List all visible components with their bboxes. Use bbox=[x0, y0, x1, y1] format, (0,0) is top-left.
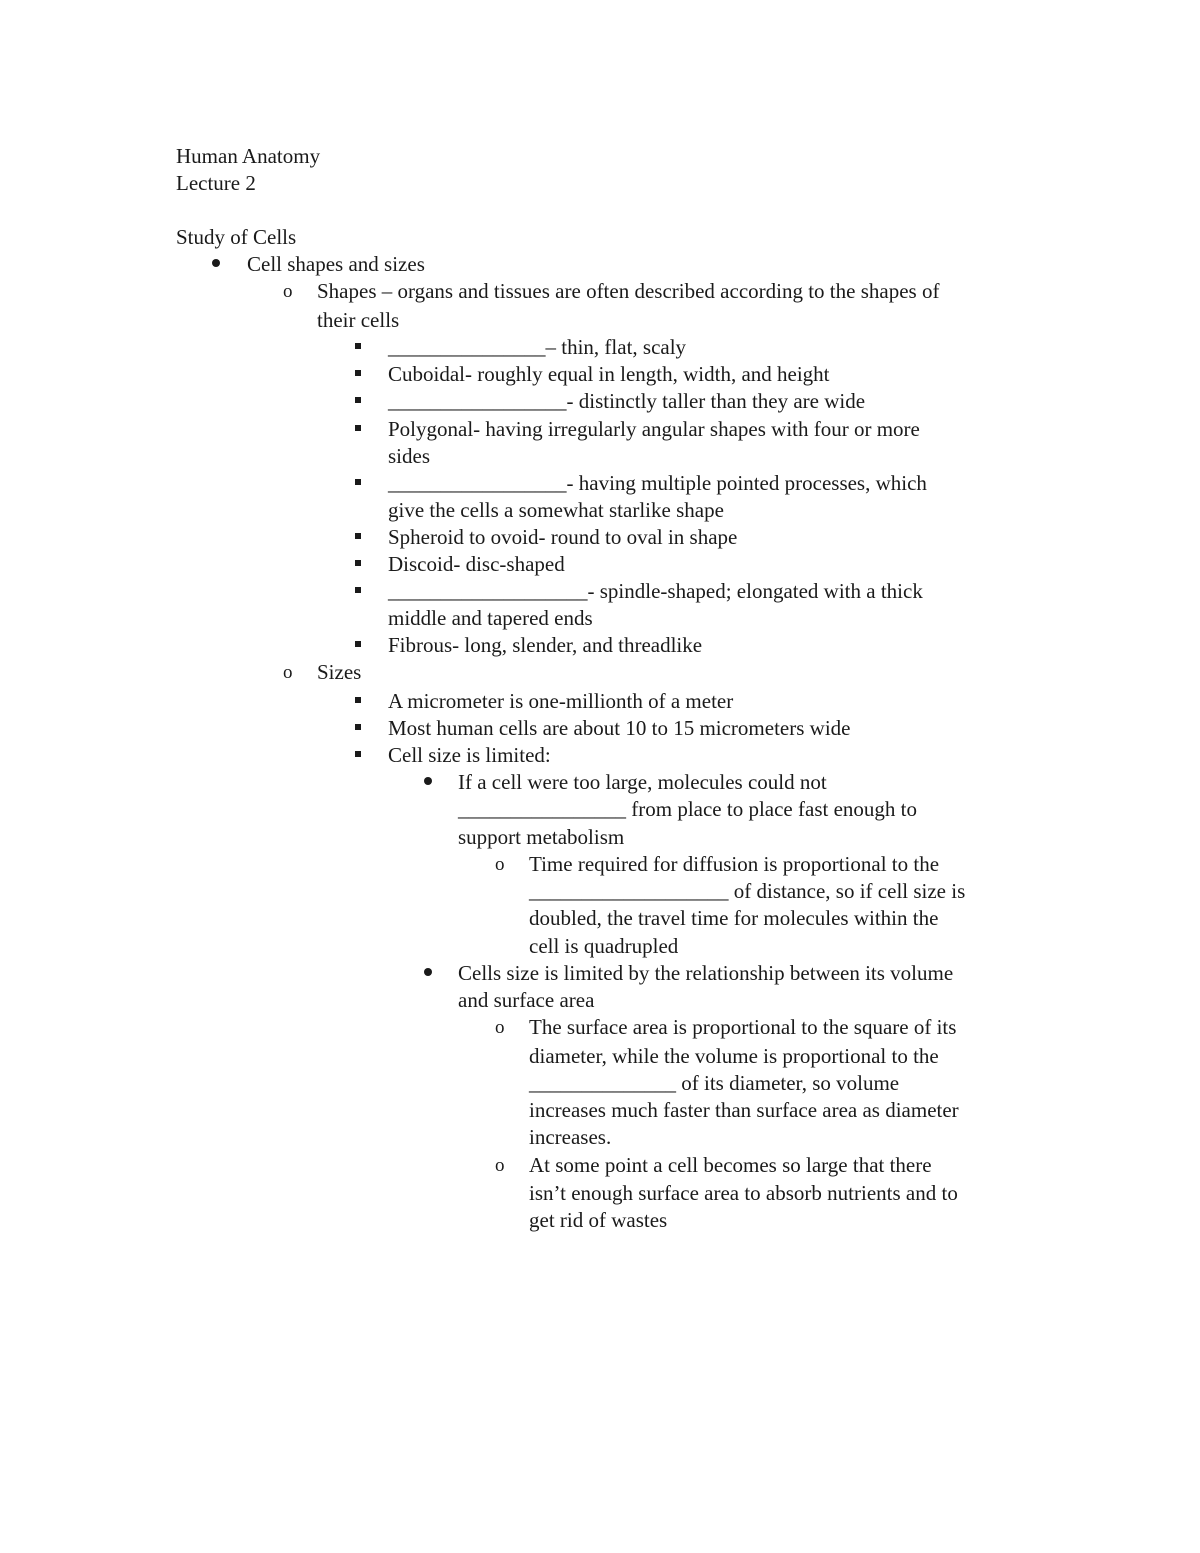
section-heading: Study of Cells bbox=[176, 225, 297, 249]
bullet-circle-icon: o bbox=[495, 854, 505, 875]
sizes-label: Sizes bbox=[317, 660, 362, 684]
bullet-square-icon bbox=[355, 370, 361, 376]
shape-item: _________________- distinctly taller than they are wide bbox=[388, 389, 866, 413]
shape-item-continued: give the cells a somewhat starlike shape bbox=[388, 498, 724, 522]
shape-item: Polygonal- having irregularly angular shapes with four or more bbox=[388, 417, 920, 441]
bullet-circle-icon: o bbox=[283, 662, 293, 683]
limit-item-continued: and surface area bbox=[458, 988, 595, 1012]
document-subtitle: Lecture 2 bbox=[176, 171, 256, 195]
shape-item: Cuboidal- roughly equal in length, width, and height bbox=[388, 362, 830, 386]
limit-subitem-continued: isn’t enough surface area to absorb nutrients and to bbox=[529, 1181, 958, 1205]
topic-item: Cell shapes and sizes bbox=[247, 252, 425, 276]
shape-item-continued: sides bbox=[388, 444, 430, 468]
limit-subitem: At some point a cell becomes so large that there bbox=[529, 1153, 932, 1177]
bullet-dot-icon bbox=[424, 968, 432, 976]
limit-subitem-continued: diameter, while the volume is proportional to the bbox=[529, 1044, 939, 1068]
shapes-label: Shapes – organs and tissues are often described according to the shapes of bbox=[317, 279, 940, 303]
shape-item: _________________- having multiple pointed processes, which bbox=[388, 471, 927, 495]
bullet-square-icon bbox=[355, 724, 361, 730]
size-item: Cell size is limited: bbox=[388, 743, 551, 767]
bullet-dot-icon bbox=[212, 259, 220, 267]
bullet-circle-icon: o bbox=[495, 1155, 505, 1176]
size-item: A micrometer is one-millionth of a meter bbox=[388, 689, 734, 713]
bullet-square-icon bbox=[355, 343, 361, 349]
bullet-circle-icon: o bbox=[495, 1017, 505, 1038]
limit-subitem-continued: cell is quadrupled bbox=[529, 934, 679, 958]
shape-item: ___________________- spindle-shaped; elongated with a thick bbox=[388, 579, 923, 603]
limit-subitem: The surface area is proportional to the square of its bbox=[529, 1015, 957, 1039]
limit-subitem-continued: increases. bbox=[529, 1125, 612, 1149]
bullet-square-icon bbox=[355, 560, 361, 566]
bullet-dot-icon bbox=[424, 777, 432, 785]
limit-subitem-continued: increases much faster than surface area as diameter bbox=[529, 1098, 959, 1122]
shape-item: Discoid- disc-shaped bbox=[388, 552, 565, 576]
limit-subitem-continued: ___________________ of distance, so if cell size is bbox=[529, 879, 966, 903]
shapes-label-continued: their cells bbox=[317, 308, 400, 332]
shape-item: Fibrous- long, slender, and threadlike bbox=[388, 633, 703, 657]
limit-item: If a cell were too large, molecules could not bbox=[458, 770, 827, 794]
shape-item: _______________– thin, flat, scaly bbox=[388, 335, 687, 359]
limit-item-continued: support metabolism bbox=[458, 825, 625, 849]
bullet-square-icon bbox=[355, 479, 361, 485]
limit-subitem-continued: doubled, the travel time for molecules within the bbox=[529, 906, 939, 930]
limit-subitem: Time required for diffusion is proportional to the bbox=[529, 852, 940, 876]
bullet-square-icon bbox=[355, 697, 361, 703]
limit-item-continued: ________________ from place to place fast enough to bbox=[458, 797, 917, 821]
shape-item: Spheroid to ovoid- round to oval in shape bbox=[388, 525, 738, 549]
bullet-square-icon bbox=[355, 425, 361, 431]
size-item: Most human cells are about 10 to 15 micrometers wide bbox=[388, 716, 851, 740]
bullet-square-icon bbox=[355, 751, 361, 757]
bullet-square-icon bbox=[355, 641, 361, 647]
limit-item: Cells size is limited by the relationship between its volume bbox=[458, 961, 954, 985]
limit-subitem-continued: ______________ of its diameter, so volume bbox=[529, 1071, 900, 1095]
shape-item-continued: middle and tapered ends bbox=[388, 606, 593, 630]
limit-subitem-continued: get rid of wastes bbox=[529, 1208, 668, 1232]
document-title: Human Anatomy bbox=[176, 144, 321, 168]
bullet-circle-icon: o bbox=[283, 281, 293, 302]
bullet-square-icon bbox=[355, 587, 361, 593]
bullet-square-icon bbox=[355, 533, 361, 539]
bullet-square-icon bbox=[355, 397, 361, 403]
